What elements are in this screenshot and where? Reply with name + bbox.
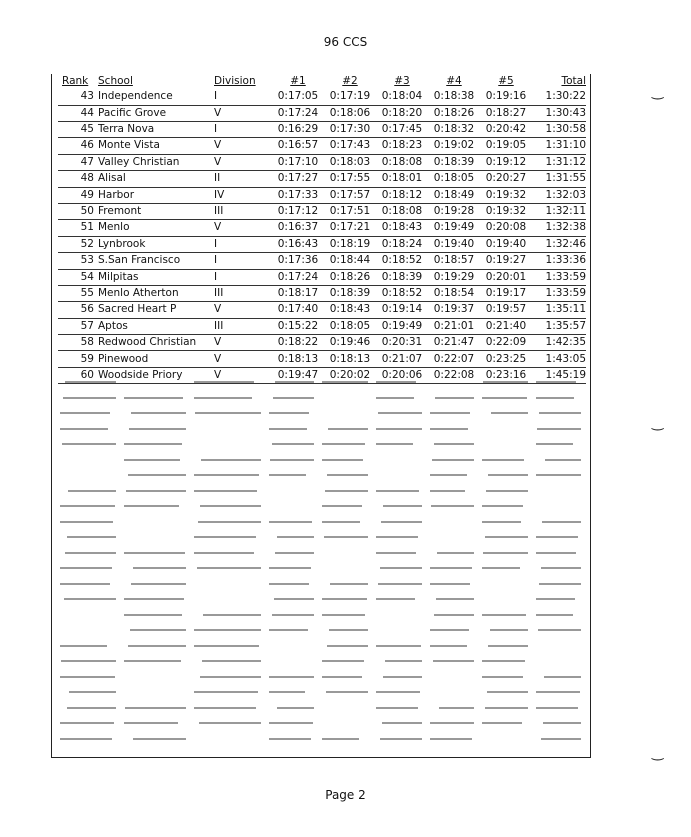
time-cell-3: 0:18:08 bbox=[376, 203, 428, 219]
time-cell-4: 0:18:54 bbox=[428, 285, 480, 301]
total-cell: 1:32:46 bbox=[532, 236, 586, 252]
school-cell: Fremont bbox=[98, 203, 212, 219]
table-row bbox=[58, 351, 586, 367]
time-cell-1: 0:16:57 bbox=[272, 138, 324, 154]
total-cell: 1:30:58 bbox=[532, 121, 586, 137]
rank-cell: 53 bbox=[58, 253, 98, 269]
time-cell-4: 0:19:02 bbox=[428, 138, 480, 154]
total-cell: 1:30:43 bbox=[532, 105, 586, 121]
header-run-5: #5 bbox=[498, 75, 514, 87]
total-cell: 1:33:59 bbox=[532, 269, 586, 285]
time-cell-5: 0:21:40 bbox=[480, 318, 532, 334]
rank-cell: 56 bbox=[58, 302, 98, 318]
time-cell-2: 0:19:46 bbox=[324, 335, 376, 351]
table-row bbox=[58, 318, 586, 334]
header-rank: Rank bbox=[62, 75, 89, 87]
time-cell-3: 0:18:01 bbox=[376, 171, 428, 187]
total-cell: 1:32:38 bbox=[532, 220, 586, 236]
time-cell-1: 0:17:40 bbox=[272, 302, 324, 318]
division-cell: V bbox=[212, 105, 272, 121]
division-cell: V bbox=[212, 367, 272, 383]
total-cell: 1:45:19 bbox=[532, 367, 586, 383]
time-cell-2: 0:18:05 bbox=[324, 318, 376, 334]
header-total: Total bbox=[561, 75, 586, 87]
time-cell-3: 0:21:07 bbox=[376, 351, 428, 367]
time-cell-3: 0:18:23 bbox=[376, 138, 428, 154]
time-cell-4: 0:19:37 bbox=[428, 302, 480, 318]
time-cell-5: 0:20:27 bbox=[480, 171, 532, 187]
rank-cell: 60 bbox=[58, 367, 98, 383]
time-cell-2: 0:17:57 bbox=[324, 187, 376, 203]
school-cell: S.San Francisco bbox=[98, 253, 212, 269]
division-cell: I bbox=[212, 269, 272, 285]
table-row bbox=[58, 253, 586, 269]
time-cell-2: 0:20:02 bbox=[324, 367, 376, 383]
total-cell: 1:31:12 bbox=[532, 154, 586, 170]
school-cell: Terra Nova bbox=[98, 121, 212, 137]
rank-cell: 44 bbox=[58, 105, 98, 121]
time-cell-5: 0:20:42 bbox=[480, 121, 532, 137]
table-row bbox=[58, 236, 586, 252]
division-cell: V bbox=[212, 138, 272, 154]
table-row bbox=[58, 220, 586, 236]
total-cell: 1:31:55 bbox=[532, 171, 586, 187]
time-cell-5: 0:22:09 bbox=[480, 335, 532, 351]
rank-cell: 59 bbox=[58, 351, 98, 367]
total-cell: 1:33:59 bbox=[532, 285, 586, 301]
division-cell: V bbox=[212, 351, 272, 367]
time-cell-4: 0:18:49 bbox=[428, 187, 480, 203]
time-cell-4: 0:18:05 bbox=[428, 171, 480, 187]
time-cell-2: 0:18:39 bbox=[324, 285, 376, 301]
time-cell-2: 0:18:44 bbox=[324, 253, 376, 269]
division-cell: I bbox=[212, 121, 272, 137]
time-cell-2: 0:18:13 bbox=[324, 351, 376, 367]
rank-cell: 48 bbox=[58, 171, 98, 187]
division-cell: V bbox=[212, 302, 272, 318]
time-cell-4: 0:19:29 bbox=[428, 269, 480, 285]
header-run-1: #1 bbox=[290, 75, 306, 87]
time-cell-1: 0:17:24 bbox=[272, 269, 324, 285]
rank-cell: 57 bbox=[58, 318, 98, 334]
school-cell: Independence bbox=[98, 89, 212, 105]
table-row bbox=[58, 187, 586, 203]
school-cell: Monte Vista bbox=[98, 138, 212, 154]
division-cell: III bbox=[212, 285, 272, 301]
division-cell: I bbox=[212, 253, 272, 269]
results-table bbox=[58, 74, 586, 384]
time-cell-5: 0:23:25 bbox=[480, 351, 532, 367]
table-row bbox=[58, 171, 586, 187]
time-cell-1: 0:17:27 bbox=[272, 171, 324, 187]
rank-cell: 43 bbox=[58, 89, 98, 105]
total-cell: 1:32:11 bbox=[532, 203, 586, 219]
time-cell-3: 0:20:31 bbox=[376, 335, 428, 351]
time-cell-5: 0:19:17 bbox=[480, 285, 532, 301]
school-cell: Lynbrook bbox=[98, 236, 212, 252]
table-row bbox=[58, 203, 586, 219]
time-cell-2: 0:17:51 bbox=[324, 203, 376, 219]
school-cell: Menlo Atherton bbox=[98, 285, 212, 301]
time-cell-2: 0:17:30 bbox=[324, 121, 376, 137]
table-row bbox=[58, 89, 586, 105]
total-cell: 1:33:36 bbox=[532, 253, 586, 269]
time-cell-5: 0:20:08 bbox=[480, 220, 532, 236]
time-cell-5: 0:19:16 bbox=[480, 89, 532, 105]
time-cell-1: 0:16:43 bbox=[272, 236, 324, 252]
time-cell-5: 0:20:01 bbox=[480, 269, 532, 285]
time-cell-3: 0:18:12 bbox=[376, 187, 428, 203]
rank-cell: 46 bbox=[58, 138, 98, 154]
table-row bbox=[58, 269, 586, 285]
time-cell-1: 0:17:36 bbox=[272, 253, 324, 269]
rank-cell: 55 bbox=[58, 285, 98, 301]
rank-cell: 54 bbox=[58, 269, 98, 285]
division-cell: III bbox=[212, 203, 272, 219]
time-cell-4: 0:22:07 bbox=[428, 351, 480, 367]
table-header-row bbox=[58, 74, 586, 89]
time-cell-5: 0:19:40 bbox=[480, 236, 532, 252]
time-cell-4: 0:19:40 bbox=[428, 236, 480, 252]
division-cell: I bbox=[212, 236, 272, 252]
time-cell-3: 0:18:24 bbox=[376, 236, 428, 252]
time-cell-3: 0:18:52 bbox=[376, 253, 428, 269]
table-row bbox=[58, 285, 586, 301]
header-run-2: #2 bbox=[342, 75, 358, 87]
total-cell: 1:35:11 bbox=[532, 302, 586, 318]
rank-cell: 50 bbox=[58, 203, 98, 219]
time-cell-4: 0:19:49 bbox=[428, 220, 480, 236]
header-run-3: #3 bbox=[394, 75, 410, 87]
total-cell: 1:30:22 bbox=[532, 89, 586, 105]
total-cell: 1:32:03 bbox=[532, 187, 586, 203]
rank-cell: 58 bbox=[58, 335, 98, 351]
rank-cell: 45 bbox=[58, 121, 98, 137]
time-cell-4: 0:21:47 bbox=[428, 335, 480, 351]
school-cell: Aptos bbox=[98, 318, 212, 334]
time-cell-5: 0:19:32 bbox=[480, 187, 532, 203]
rank-cell: 49 bbox=[58, 187, 98, 203]
time-cell-1: 0:16:29 bbox=[272, 121, 324, 137]
school-cell: Pacific Grove bbox=[98, 105, 212, 121]
total-cell: 1:43:05 bbox=[532, 351, 586, 367]
time-cell-3: 0:18:52 bbox=[376, 285, 428, 301]
time-cell-2: 0:18:19 bbox=[324, 236, 376, 252]
division-cell: V bbox=[212, 335, 272, 351]
total-cell: 1:31:10 bbox=[532, 138, 586, 154]
header-division: Division bbox=[214, 75, 256, 87]
time-cell-5: 0:19:32 bbox=[480, 203, 532, 219]
table-row bbox=[58, 138, 586, 154]
time-cell-4: 0:22:08 bbox=[428, 367, 480, 383]
time-cell-5: 0:19:12 bbox=[480, 154, 532, 170]
time-cell-4: 0:21:01 bbox=[428, 318, 480, 334]
school-cell: Sacred Heart P bbox=[98, 302, 212, 318]
time-cell-2: 0:18:26 bbox=[324, 269, 376, 285]
time-cell-2: 0:17:43 bbox=[324, 138, 376, 154]
page-footer: Page 2 bbox=[325, 788, 366, 802]
time-cell-1: 0:15:22 bbox=[272, 318, 324, 334]
time-cell-3: 0:19:49 bbox=[376, 318, 428, 334]
time-cell-1: 0:18:17 bbox=[272, 285, 324, 301]
time-cell-1: 0:19:47 bbox=[272, 367, 324, 383]
school-cell: Harbor bbox=[98, 187, 212, 203]
division-cell: II bbox=[212, 171, 272, 187]
time-cell-5: 0:19:57 bbox=[480, 302, 532, 318]
time-cell-1: 0:17:12 bbox=[272, 203, 324, 219]
time-cell-2: 0:17:21 bbox=[324, 220, 376, 236]
time-cell-4: 0:18:39 bbox=[428, 154, 480, 170]
time-cell-5: 0:19:27 bbox=[480, 253, 532, 269]
header-school: School bbox=[98, 75, 133, 87]
time-cell-5: 0:18:27 bbox=[480, 105, 532, 121]
table-row bbox=[58, 335, 586, 351]
division-cell: V bbox=[212, 220, 272, 236]
school-cell: Menlo bbox=[98, 220, 212, 236]
table-row bbox=[58, 367, 586, 383]
time-cell-3: 0:19:14 bbox=[376, 302, 428, 318]
school-cell: Redwood Christian bbox=[98, 335, 212, 351]
time-cell-5: 0:23:16 bbox=[480, 367, 532, 383]
time-cell-3: 0:18:20 bbox=[376, 105, 428, 121]
rank-cell: 52 bbox=[58, 236, 98, 252]
time-cell-4: 0:18:26 bbox=[428, 105, 480, 121]
scan-mark: ‿ bbox=[652, 745, 664, 761]
scan-mark: ‿ bbox=[652, 84, 664, 100]
rank-cell: 51 bbox=[58, 220, 98, 236]
table-row bbox=[58, 154, 586, 170]
division-cell: IV bbox=[212, 187, 272, 203]
time-cell-1: 0:18:22 bbox=[272, 335, 324, 351]
total-cell: 1:35:57 bbox=[532, 318, 586, 334]
time-cell-1: 0:17:10 bbox=[272, 154, 324, 170]
time-cell-1: 0:16:37 bbox=[272, 220, 324, 236]
school-cell: Woodside Priory bbox=[98, 367, 212, 383]
division-cell: V bbox=[212, 154, 272, 170]
time-cell-3: 0:18:43 bbox=[376, 220, 428, 236]
total-cell: 1:42:35 bbox=[532, 335, 586, 351]
table-row bbox=[58, 302, 586, 318]
time-cell-1: 0:17:05 bbox=[272, 89, 324, 105]
time-cell-4: 0:19:28 bbox=[428, 203, 480, 219]
time-cell-3: 0:18:04 bbox=[376, 89, 428, 105]
time-cell-1: 0:17:24 bbox=[272, 105, 324, 121]
division-cell: I bbox=[212, 89, 272, 105]
time-cell-4: 0:18:32 bbox=[428, 121, 480, 137]
header-run-4: #4 bbox=[446, 75, 462, 87]
school-cell: Alisal bbox=[98, 171, 212, 187]
school-cell: Milpitas bbox=[98, 269, 212, 285]
table-row bbox=[58, 121, 586, 137]
time-cell-1: 0:18:13 bbox=[272, 351, 324, 367]
time-cell-3: 0:18:08 bbox=[376, 154, 428, 170]
time-cell-5: 0:19:05 bbox=[480, 138, 532, 154]
time-cell-3: 0:20:06 bbox=[376, 367, 428, 383]
school-cell: Valley Christian bbox=[98, 154, 212, 170]
time-cell-4: 0:18:57 bbox=[428, 253, 480, 269]
time-cell-1: 0:17:33 bbox=[272, 187, 324, 203]
table-row bbox=[58, 105, 586, 121]
page-title: 96 CCS bbox=[323, 35, 368, 49]
time-cell-3: 0:18:39 bbox=[376, 269, 428, 285]
time-cell-2: 0:17:19 bbox=[324, 89, 376, 105]
scan-mark: ‿ bbox=[652, 415, 664, 431]
time-cell-4: 0:18:38 bbox=[428, 89, 480, 105]
time-cell-2: 0:18:06 bbox=[324, 105, 376, 121]
time-cell-3: 0:17:45 bbox=[376, 121, 428, 137]
time-cell-2: 0:18:03 bbox=[324, 154, 376, 170]
division-cell: III bbox=[212, 318, 272, 334]
time-cell-2: 0:17:55 bbox=[324, 171, 376, 187]
time-cell-2: 0:18:43 bbox=[324, 302, 376, 318]
rank-cell: 47 bbox=[58, 154, 98, 170]
school-cell: Pinewood bbox=[98, 351, 212, 367]
